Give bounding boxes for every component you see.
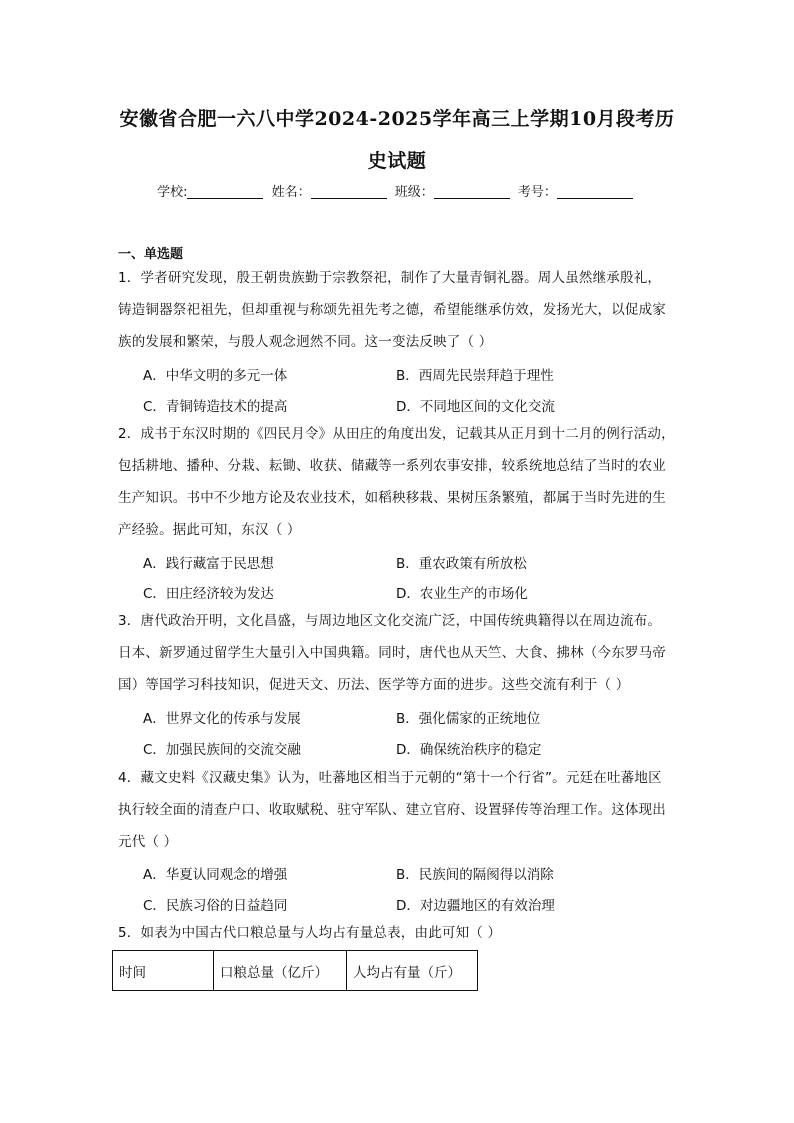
question-line: 5．如表为中国古代口粮总量与人均占有量总表，由此可知（ ） bbox=[118, 925, 502, 941]
question-3-option-a[interactable]: A．世界文化的传承与发展 bbox=[143, 711, 301, 727]
table-header-row bbox=[113, 951, 478, 991]
question-1-option-d[interactable]: D．不同地区间的文化交流 bbox=[396, 399, 555, 415]
question-line: 1．学者研究发现，殷王朝贵族勤于宗教祭祀，制作了大量青铜礼器。周人虽然继承殷礼， bbox=[118, 270, 662, 286]
question-line: 生产知识。书中不少地方论及农业技术，如稻秧移栽、果树压条繁殖，都属于当时先进的生 bbox=[118, 490, 666, 506]
question-line: 产经验。据此可知，东汉（ ） bbox=[118, 522, 301, 538]
question-3-option-c[interactable]: C．加强民族间的交流交融 bbox=[143, 742, 301, 758]
school-blank[interactable] bbox=[187, 185, 263, 199]
question-line: 4．藏文史料《汉藏史集》认为，吐蕃地区相当于元朝的“第十一个行省”。元廷在吐蕃地区 bbox=[118, 770, 662, 786]
question-4-option-d[interactable]: D．对边疆地区的有效治理 bbox=[396, 898, 555, 914]
question-line: 国）等国学习科技知识，促进天文、历法、医学等方面的进步。这些交流有利于（ ） bbox=[118, 677, 630, 693]
question-line: 元代（ ） bbox=[118, 834, 178, 850]
name-label: 姓名： bbox=[271, 185, 311, 200]
question-4-option-c[interactable]: C．民族习俗的日益趋同 bbox=[143, 898, 288, 914]
name-blank[interactable] bbox=[311, 185, 387, 199]
table-header-cell: 口粮总量（亿斤） bbox=[214, 951, 347, 991]
question-2-option-c[interactable]: C．田庄经济较为发达 bbox=[143, 586, 274, 602]
question-line: 日本、新罗通过留学生大量引入中国典籍。同时，唐代也从天竺、大食、拂林（今东罗马帝 bbox=[118, 645, 666, 661]
question-line: 执行较全面的清查户口、收取赋税、驻守军队、建立官府、设置驿传等治理工作。这体现出 bbox=[118, 802, 666, 818]
question-5 bbox=[118, 917, 686, 949]
exam-title-line-1: 安徽省合肥一六八中学2024-2025学年高三上学期10月段考历 bbox=[119, 108, 675, 130]
question-line: 铸造铜器祭祀祖先，但却重视与称颂先祖先考之德，希望能继承仿效，发扬光大，以促成家 bbox=[118, 302, 666, 318]
exam-title-line-2: 史试题 bbox=[367, 150, 427, 172]
question-line: 3．唐代政治开明，文化昌盛，与周边地区文化交流广泛，中国传统典籍得以在周边流布。 bbox=[118, 613, 662, 629]
exam-number-label: 考号： bbox=[517, 185, 557, 200]
class-label: 班级： bbox=[394, 185, 434, 200]
question-4-option-a[interactable]: A．华夏认同观念的增强 bbox=[143, 867, 288, 883]
question-line: 族的发展和繁荣，与殷人观念迥然不同。这一变法反映了（ ） bbox=[118, 334, 493, 350]
question-3 bbox=[118, 605, 686, 701]
question-line: 2．成书于东汉时期的《四民月令》从田庄的角度出发，记载其从正月到十二月的例行活动， bbox=[118, 426, 675, 442]
table-header-cell: 时间 bbox=[113, 951, 214, 991]
section-heading: 一、单选题 bbox=[118, 247, 184, 262]
question-1-option-b[interactable]: B．西周先民崇拜趋于理性 bbox=[396, 368, 554, 384]
question-3-option-b[interactable]: B．强化儒家的正统地位 bbox=[396, 711, 541, 727]
question-4 bbox=[118, 762, 686, 858]
question-2 bbox=[118, 418, 686, 546]
question-1-option-a[interactable]: A．中华文明的多元一体 bbox=[143, 368, 288, 384]
grain-table bbox=[112, 950, 478, 991]
question-1-option-c[interactable]: C．青铜铸造技术的提高 bbox=[143, 399, 288, 415]
question-line: 包括耕地、播种、分栽、耘锄、收获、储藏等一系列农事安排，较系统地总结了当时的农业 bbox=[118, 458, 666, 474]
question-2-option-b[interactable]: B．重农政策有所放松 bbox=[396, 556, 527, 572]
question-4-option-b[interactable]: B．民族间的隔阂得以消除 bbox=[396, 867, 554, 883]
table-header-cell: 人均占有量（斤） bbox=[347, 951, 478, 991]
student-info-row bbox=[0, 181, 794, 200]
question-3-option-d[interactable]: D．确保统治秩序的稳定 bbox=[396, 742, 542, 758]
question-2-option-a[interactable]: A．践行藏富于民思想 bbox=[143, 556, 274, 572]
question-2-option-d[interactable]: D．农业生产的市场化 bbox=[396, 586, 528, 602]
question-1 bbox=[118, 262, 686, 358]
exam-number-blank[interactable] bbox=[557, 185, 633, 199]
school-label: 学校: bbox=[157, 185, 188, 200]
class-blank[interactable] bbox=[434, 185, 510, 199]
